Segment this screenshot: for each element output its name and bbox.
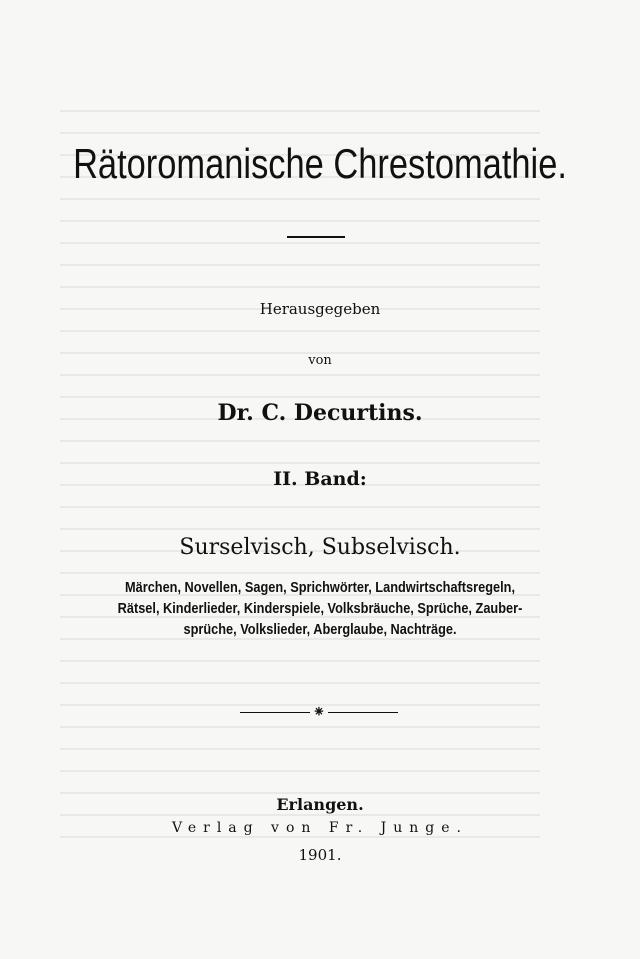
publisher-name: Verlag von Fr. Junge.: [172, 820, 468, 836]
by-label: von: [308, 353, 332, 368]
dialects-subtitle: Surselvisch, Subselvisch.: [179, 535, 461, 560]
book-title: Rätoromanische Chrestomathie.: [73, 140, 567, 187]
contents-line: Rätsel, Kinderlieder, Kinderspiele, Volksbräuche, Sprüche, Zauber-: [117, 601, 523, 617]
title-rule: [287, 236, 345, 238]
contents-line: Märchen, Novellen, Sagen, Sprichwörter, Landwirtschaftsregeln,: [124, 580, 515, 596]
editor-label: Herausgegeben: [259, 300, 381, 318]
ornament-star-icon: ⁕: [312, 702, 326, 721]
contents-line: sprüche, Volkslieder, Aberglaube, Nachträge.: [183, 622, 457, 638]
author-name: Dr. C. Decurtins.: [217, 400, 423, 426]
show-through-bleed: [60, 110, 540, 870]
publication-city: Erlangen.: [276, 795, 364, 814]
ornament-rule-right: [328, 712, 398, 713]
contents-description: [0, 578, 640, 641]
ornament-rule-left: [240, 712, 310, 713]
volume-label: II. Band:: [273, 468, 367, 490]
publication-year: 1901.: [298, 846, 342, 864]
